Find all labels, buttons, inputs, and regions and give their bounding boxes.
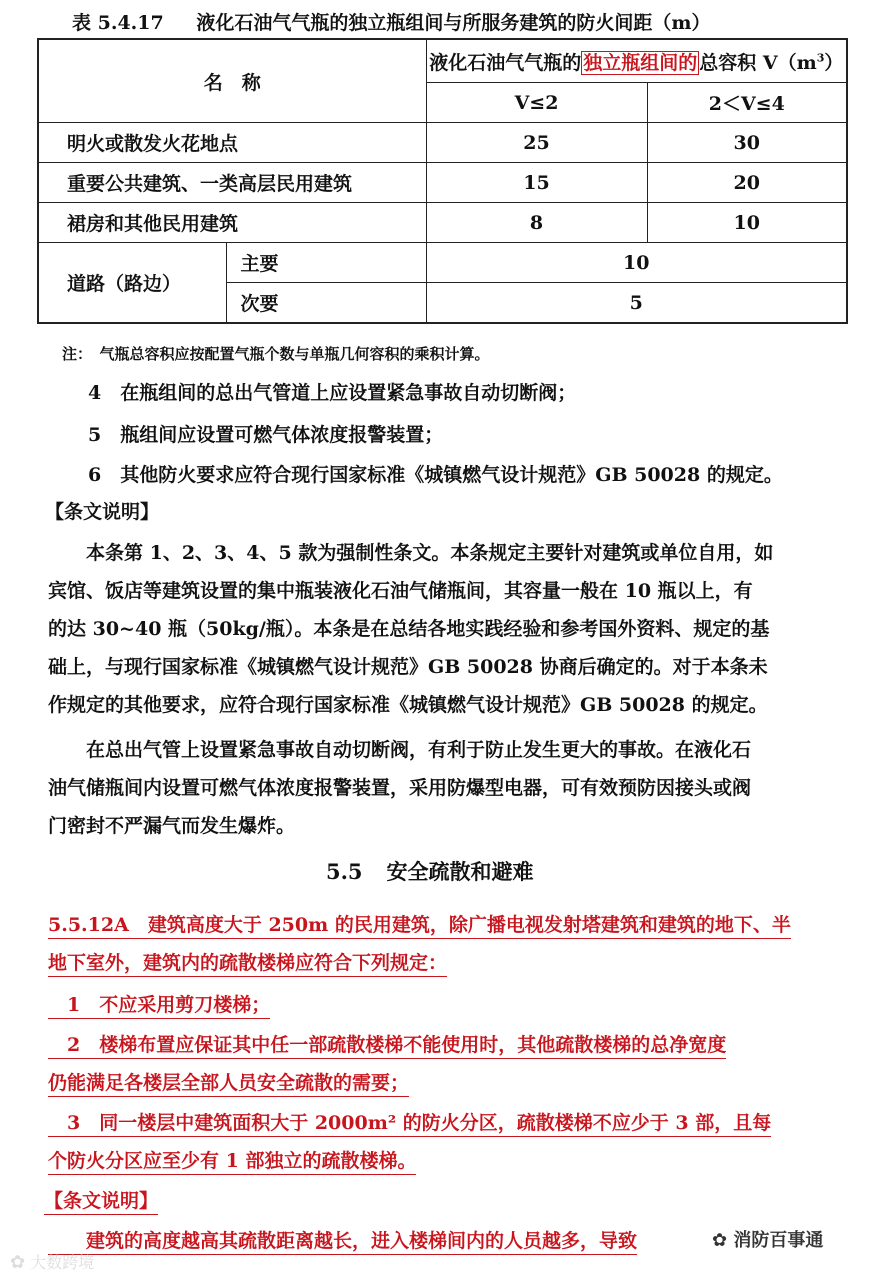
table-number: 表 5.4.17 bbox=[72, 12, 164, 34]
table-row bbox=[38, 203, 847, 243]
section-number: 5.5 bbox=[326, 859, 363, 884]
row-name: 裙房和其他民用建筑 bbox=[38, 203, 426, 243]
watermark-right: ✿ 消防百事通 bbox=[712, 1230, 824, 1251]
row-value-1: 8 bbox=[426, 203, 647, 243]
paragraph-line: 在总出气管上设置紧急事故自动切断阀，有利于防止发生更大的事故。在液化石 bbox=[48, 739, 752, 761]
row-value-2: 30 bbox=[647, 123, 847, 163]
table-row bbox=[38, 243, 847, 283]
list-item: 6 其他防火要求应符合现行国家标准《城镇燃气设计规范》GB 50028 的规定。 bbox=[88, 464, 783, 486]
list-item: 4 在瓶组间的总出气管道上应设置紧急事故自动切断阀； bbox=[88, 382, 577, 404]
table-title: 液化石油气气瓶的独立瓶组间与所服务建筑的防火间距（m） bbox=[196, 12, 711, 34]
road-label: 道路（路边） bbox=[38, 243, 226, 324]
list-item: 5 瓶组间应设置可燃气体浓度报警装置； bbox=[88, 424, 444, 446]
section-title bbox=[326, 856, 534, 886]
row-value-2: 10 bbox=[647, 203, 847, 243]
col-header-1: V≤2 bbox=[426, 83, 647, 123]
row-name: 明火或散发火花地点 bbox=[38, 123, 426, 163]
paragraph-line: 门密封不严漏气而发生爆炸。 bbox=[48, 815, 296, 837]
watermark-left: ✿ 大数跨境 bbox=[10, 1252, 95, 1273]
explanation-heading: 【条文说明】 bbox=[44, 1190, 158, 1215]
paragraph-line: 宾馆、饭店等建筑设置的集中瓶装液化石油气储瓶间，其容量一般在 10 瓶以上，有 bbox=[48, 580, 753, 602]
row-value-2: 20 bbox=[647, 163, 847, 203]
fire-distance-table bbox=[37, 38, 848, 324]
road-minor-value: 5 bbox=[426, 283, 847, 324]
wechat-icon: ✿ bbox=[10, 1252, 26, 1273]
volume-group-header: 液化石油气气瓶的 独立瓶组间的 总容积 $V(m^3)$ bbox=[426, 39, 847, 83]
wechat-icon: ✿ bbox=[712, 1230, 728, 1251]
table-row bbox=[38, 163, 847, 203]
clause-line: 仍能满足各楼层全部人员安全疏散的需要； bbox=[48, 1072, 409, 1097]
road-main-value: 10 bbox=[426, 243, 847, 283]
clause-line: 5.5.12A 建筑高度大于 250m 的民用建筑，除广播电视发射塔建筑和建筑的地下、半 bbox=[48, 914, 791, 939]
highlight-box: 独立瓶组间的 bbox=[583, 51, 698, 74]
road-minor-label: 次要 bbox=[226, 283, 426, 324]
clause-line: 1 不应采用剪刀楼梯； bbox=[48, 994, 270, 1019]
table-row bbox=[38, 123, 847, 163]
table-header-row bbox=[38, 39, 847, 83]
paragraph-line: 的达 30~40 瓶（50kg/瓶）。本条是在总结各地实践经验和参考国外资料、规定的基 bbox=[48, 618, 770, 640]
table-caption bbox=[72, 8, 710, 35]
clause-line: 2 楼梯布置应保证其中任一部疏散楼梯不能使用时，其他疏散楼梯的总净宽度 bbox=[48, 1034, 726, 1059]
road-main-label: 主要 bbox=[226, 243, 426, 283]
paragraph-line: 本条第 1、2、3、4、5 款为强制性条文。本条规定主要针对建筑或单位自用，如 bbox=[48, 542, 774, 564]
row-value-1: 25 bbox=[426, 123, 647, 163]
col-header-2: 2＜V≤4 bbox=[647, 83, 847, 123]
table-note: 注： 气瓶总容积应按配置气瓶个数与单瓶几何容积的乘积计算。 bbox=[62, 345, 490, 363]
explanation-heading: 【条文说明】 bbox=[45, 501, 160, 523]
clause-line: 3 同一楼层中建筑面积大于 2000m² 的防火分区，疏散楼梯不应少于 3 部，且每 bbox=[48, 1112, 771, 1137]
row-name: 重要公共建筑、一类高层民用建筑 bbox=[38, 163, 426, 203]
clause-line: 个防火分区应至少有 1 部独立的疏散楼梯。 bbox=[48, 1150, 416, 1175]
row-value-1: 15 bbox=[426, 163, 647, 203]
paragraph-line: 作规定的其他要求，应符合现行国家标准《城镇燃气设计规范》GB 50028 的规定。 bbox=[48, 694, 768, 716]
paragraph-line: 建筑的高度越高其疏散距离越长，进入楼梯间内的人员越多，导致 bbox=[48, 1230, 637, 1255]
paragraph-line: 油气储瓶间内设置可燃气体浓度报警装置，采用防爆型电器，可有效预防因接头或阀 bbox=[48, 777, 752, 799]
name-header: 名 称 bbox=[38, 39, 426, 123]
clause-line: 地下室外，建筑内的疏散楼梯应符合下列规定： bbox=[48, 952, 447, 977]
section-name: 安全疏散和避难 bbox=[386, 859, 534, 884]
paragraph-line: 础上，与现行国家标准《城镇燃气设计规范》GB 50028 协商后确定的。对于本条未 bbox=[48, 656, 768, 678]
